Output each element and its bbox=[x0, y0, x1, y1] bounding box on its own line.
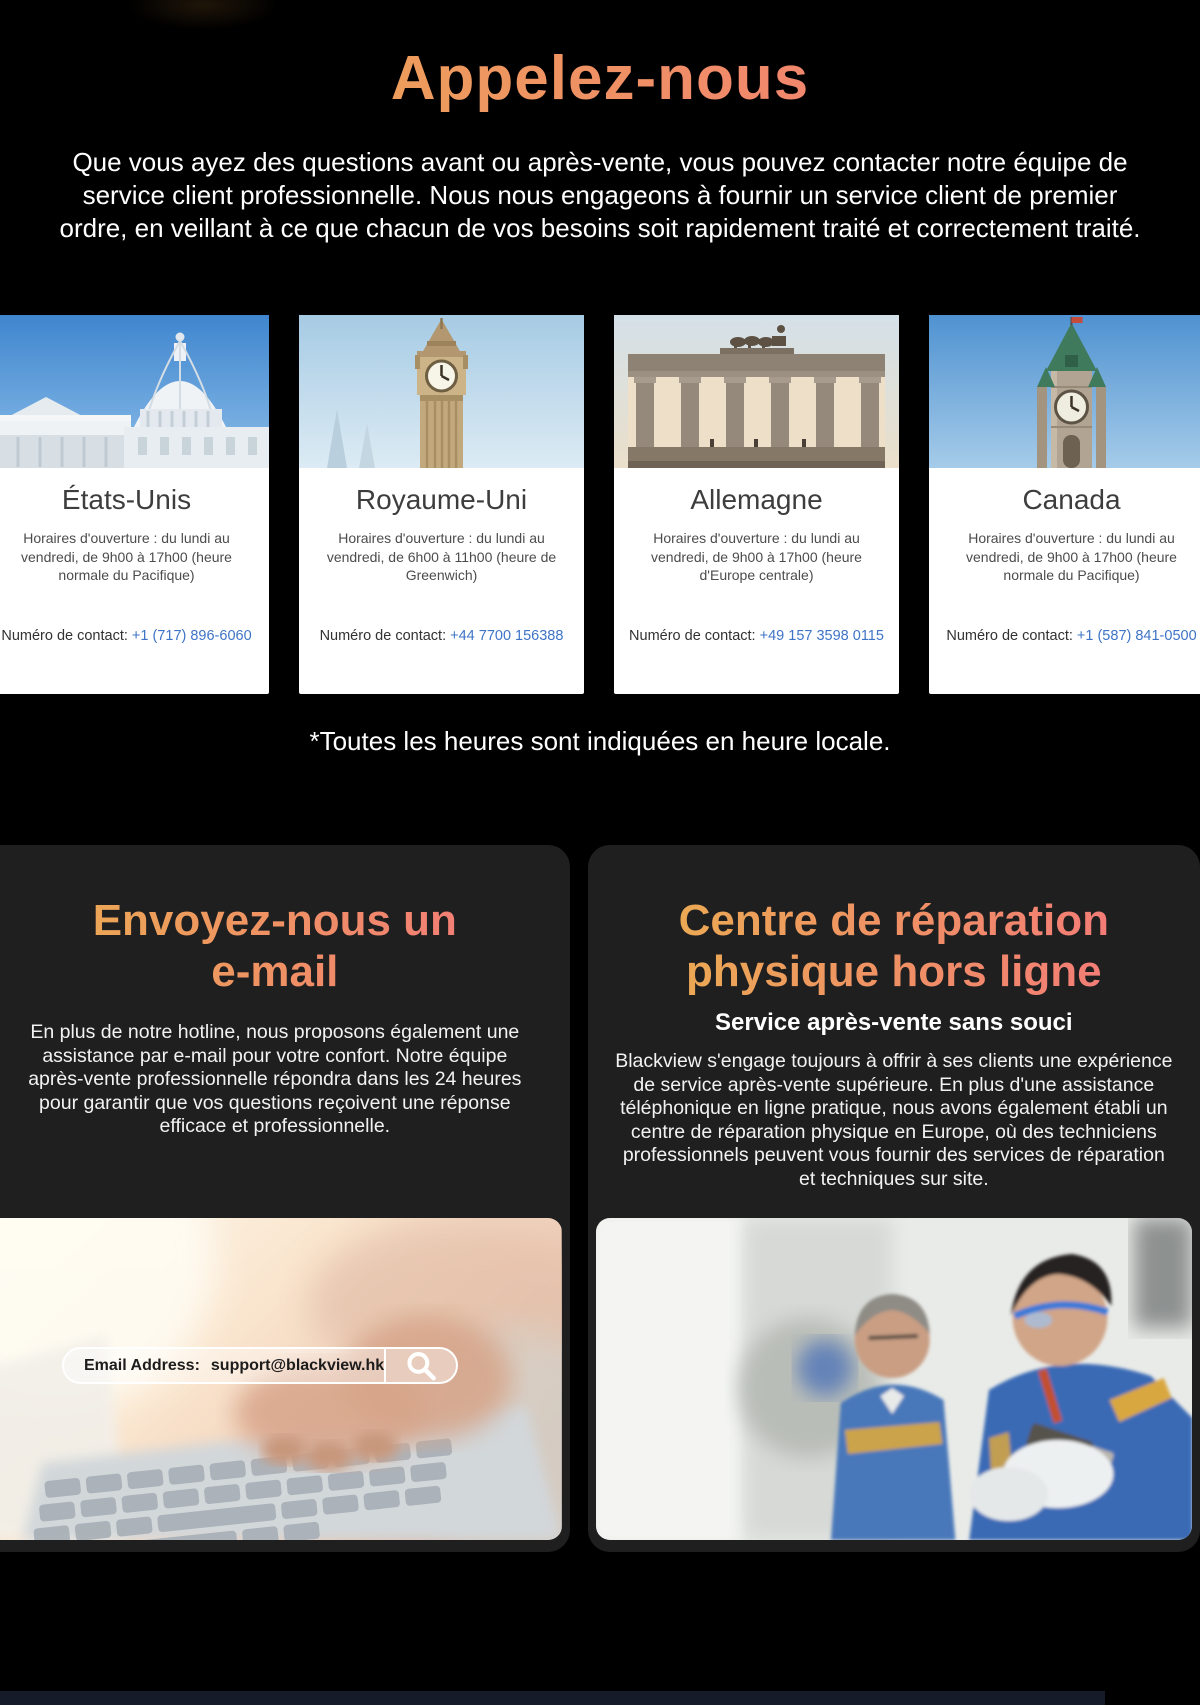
country-name: États-Unis bbox=[61, 484, 192, 515]
bottom-cards-row bbox=[0, 845, 1200, 1552]
page-title: Appelez-nous bbox=[0, 0, 1200, 118]
contact-label: Numéro de contact: bbox=[319, 628, 447, 644]
contact-label: Numéro de contact: bbox=[629, 628, 756, 644]
repair-card-title: Centre de réparation physique hors ligne bbox=[588, 895, 1200, 997]
contact-phone-link[interactable]: +44 7700 156388 bbox=[450, 628, 564, 644]
country-name: Canada bbox=[1022, 484, 1121, 515]
next-section-peek bbox=[0, 1691, 1105, 1705]
contact-phone-link[interactable]: +1 (587) 841-0500 bbox=[1076, 628, 1197, 644]
country-name: Royaume-Uni bbox=[355, 484, 528, 515]
contact-phone-link[interactable]: +49 157 3598 0115 bbox=[759, 628, 884, 644]
contact-phone-link[interactable]: +1 (717) 896-6060 bbox=[131, 628, 252, 644]
email-card-body: En plus de notre hotline, nous proposons également une assistance par e-mail pour votre confort. Notre équipe après-vente professionnelle répondra dans les 24 heures pour garantir que vos questions reçoivent une réponse efficace et professionnelle. bbox=[28, 1021, 522, 1137]
country-card-us bbox=[0, 315, 269, 694]
email-card bbox=[0, 845, 570, 1552]
search-icon bbox=[386, 1349, 456, 1382]
intro-text: Que vous ayez des questions avant ou après-vente, vous pouvez contacter notre équipe de service client professionnelle. Nous nous engageons à fournir un service client de premier ordre, en veillant à ce que chacun de vos besoins soit rapidement traité et correctement traité. bbox=[59, 147, 1141, 243]
big-ben-image bbox=[299, 315, 584, 468]
peace-tower-image bbox=[929, 315, 1200, 468]
country-card-uk bbox=[299, 315, 584, 694]
repair-card bbox=[588, 845, 1200, 1552]
typing-hands-photo bbox=[0, 1218, 562, 1540]
repair-card-subtitle: Service après-vente sans souci bbox=[715, 1009, 1073, 1036]
country-hours: Horaires d'ouverture : du lundi au vendredi, de 9h00 à 17h00 (heure d'Europe centrale) bbox=[651, 530, 862, 583]
country-contact bbox=[929, 628, 1200, 644]
contact-label: Numéro de contact: bbox=[1, 628, 128, 644]
repair-card-body: Blackview s'engage toujours à offrir à ses clients une expérience de service après-vente supérieure. En plus d'une assistance téléphonique en ligne pratique, nous avons également établi un centre de réparation physique en Europe, où des techniciens professionnels peuvent vous fournir des services de réparation et techniques sur site. bbox=[615, 1050, 1173, 1190]
country-card-de bbox=[614, 315, 899, 694]
country-contact bbox=[299, 628, 584, 644]
country-hours: Horaires d'ouverture : du lundi au vendredi, de 9h00 à 17h00 (heure normale du Pacifique) bbox=[21, 530, 232, 583]
local-time-note: *Toutes les heures sont indiquées en heure locale. bbox=[309, 726, 891, 756]
email-card-title: Envoyez-nous un e-mail bbox=[0, 895, 570, 997]
country-card-ca bbox=[929, 315, 1200, 694]
country-name: Allemagne bbox=[690, 484, 823, 515]
email-address-input[interactable] bbox=[62, 1347, 458, 1384]
country-cards-row bbox=[0, 315, 1200, 694]
country-hours: Horaires d'ouverture : du lundi au vendredi, de 6h00 à 11h00 (heure de Greenwich) bbox=[326, 530, 557, 583]
us-capitol-image bbox=[0, 315, 269, 468]
search-button[interactable] bbox=[384, 1349, 456, 1382]
email-address-value: support@blackview.hk bbox=[210, 1356, 385, 1374]
country-hours: Horaires d'ouverture : du lundi au vendredi, de 9h00 à 17h00 (heure normale du Pacifique) bbox=[966, 530, 1177, 583]
contact-label: Numéro de contact: bbox=[946, 628, 1073, 644]
brandenburg-gate-image bbox=[614, 315, 899, 468]
email-address-label: Email Address: bbox=[84, 1356, 200, 1374]
country-contact bbox=[0, 628, 269, 644]
technicians-photo bbox=[596, 1218, 1192, 1540]
country-contact bbox=[614, 628, 899, 644]
technicians-illustration bbox=[596, 1218, 1192, 1540]
